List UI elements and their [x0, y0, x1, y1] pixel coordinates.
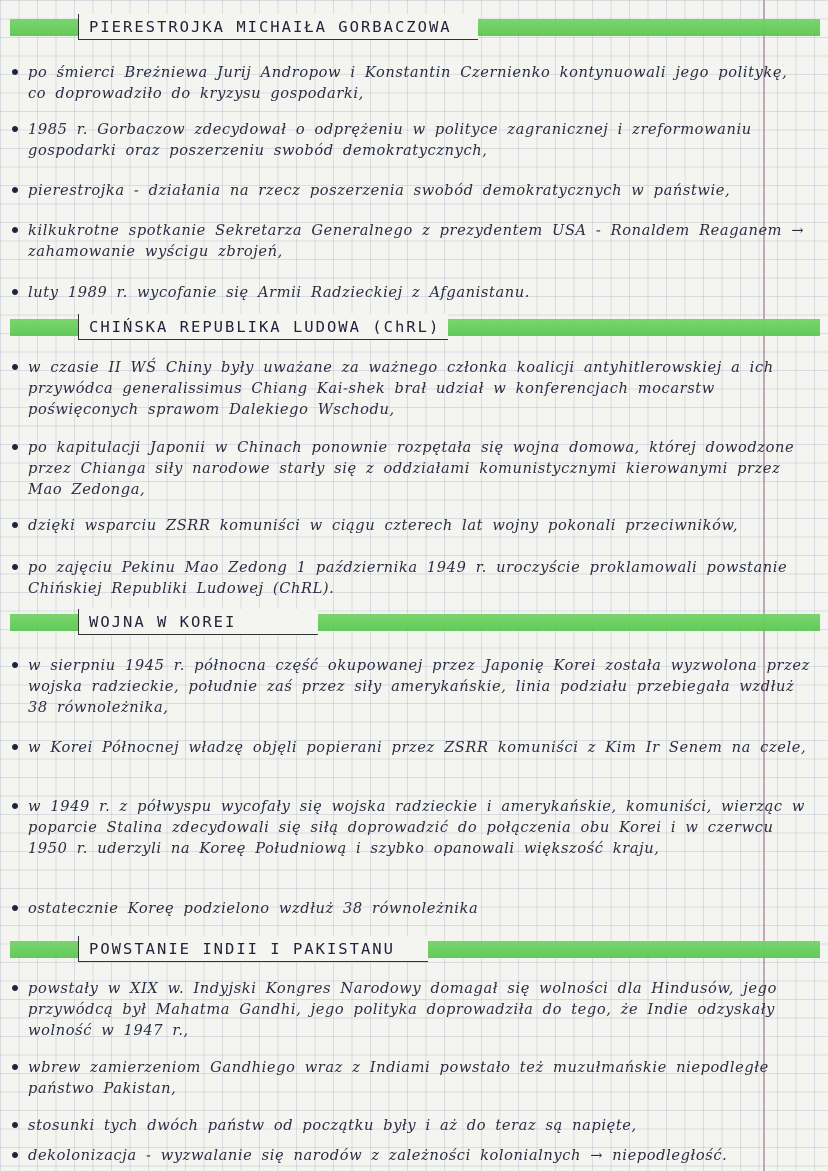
list-item: po zajęciu Pekinu Mao Zedong 1 października 1949 r. uroczyście proklamowali powstanie Chińskiej Republiki Ludowej (ChRL).: [14, 557, 814, 599]
bullet-icon: [12, 905, 18, 911]
section-heading-korea: WOJNA W KOREI: [78, 609, 318, 635]
bullet-icon: [12, 69, 18, 75]
bullet-icon: [12, 126, 18, 132]
bullet-icon: [12, 227, 18, 233]
list-item: stosunki tych dwóch państw od początku były i aż do teraz są napięte,: [14, 1115, 814, 1136]
bullet-icon: [12, 444, 18, 450]
list-item: luty 1989 r. wycofanie się Armii Radzieckiej z Afganistanu.: [14, 282, 814, 303]
bullet-icon: [12, 1064, 18, 1070]
bullet-icon: [12, 744, 18, 750]
list-item: po śmierci Breżniewa Jurij Andropow i Konstantin Czernienko kontynuowali jego politykę, co doprowadziło do kryzysu gospodarki,: [14, 62, 814, 104]
list-item: pierestrojka - działania na rzecz poszerzenia swobód demokratycznych w państwie,: [14, 180, 814, 201]
bullet-icon: [12, 1152, 18, 1158]
bullet-icon: [12, 522, 18, 528]
list-item: wbrew zamierzeniom Gandhiego wraz z Indiami powstało też muzułmańskie niepodległe państwo Pakistan,: [14, 1057, 814, 1099]
section-heading-pierestrojka: PIERESTROJKA MICHAIŁA GORBACZOWA: [78, 14, 478, 40]
list-item: w czasie II WŚ Chiny były uważane za ważnego członka koalicji antyhitlerowskiej a ich przywódca generalissimus Chiang Kai-shek brał udział w konferencjach mocarstw poświęconych sprawom Dalekiego Wschodu,: [14, 357, 814, 420]
bullet-icon: [12, 985, 18, 991]
bullet-icon: [12, 187, 18, 193]
list-item: ostatecznie Koreę podzielono wzdłuż 38 równoleżnika: [14, 898, 814, 919]
bullet-icon: [12, 364, 18, 370]
list-item: po kapitulacji Japonii w Chinach ponownie rozpętała się wojna domowa, której dowodzone przez Chianga siły narodowe starły się z oddziałami komunistycznymi kierowanymi przez Mao Zedonga,: [14, 437, 814, 500]
bullet-icon: [12, 564, 18, 570]
bullet-icon: [12, 803, 18, 809]
bullet-icon: [12, 289, 18, 295]
bullet-icon: [12, 662, 18, 668]
list-item: powstały w XIX w. Indyjski Kongres Narodowy domagał się wolności dla Hindusów, jego przywódcą był Mahatma Gandhi, jego polityka doprowadziła do tego, że Indie odzyskały wolność w 1947 r.,: [14, 978, 814, 1041]
list-item: 1985 r. Gorbaczow zdecydował o odprężeniu w polityce zagranicznej i zreformowaniu gospodarki oraz poszerzeniu swobód demokratycznych,: [14, 119, 814, 161]
list-item: kilkukrotne spotkanie Sekretarza Generalnego z prezydentem USA - Ronaldem Reaganem → zahamowanie wyścigu zbrojeń,: [14, 220, 814, 262]
section-heading-chrl: CHIŃSKA REPUBLIKA LUDOWA (ChRL): [78, 314, 448, 340]
list-item: dekolonizacja - wyzwalanie się narodów z zależności kolonialnych → niepodległość.: [14, 1145, 814, 1166]
list-item: dzięki wsparciu ZSRR komuniści w ciągu czterech lat wojny pokonali przeciwników,: [14, 515, 814, 536]
list-item: w Korei Północnej władzę objęli popierani przez ZSRR komuniści z Kim Ir Senem na czele,: [14, 737, 814, 758]
list-item: w sierpniu 1945 r. północna część okupowanej przez Japonię Korei została wyzwolona przez wojska radzieckie, południe zaś przez siły amerykańskie, linia podziału przebiegała wzdłuż 38 równoleżnika,: [14, 655, 814, 718]
section-heading-india: POWSTANIE INDII I PAKISTANU: [78, 936, 428, 962]
list-item: w 1949 r. z półwyspu wycofały się wojska radzieckie i amerykańskie, komuniści, wierząc w poparcie Stalina zdecydowali się siłą doprowadzić do połączenia obu Korei i w czerwcu 1950 r. uderzyli na Koreę Południową i szybko opanowali większość kraju,: [14, 796, 814, 859]
bullet-icon: [12, 1122, 18, 1128]
